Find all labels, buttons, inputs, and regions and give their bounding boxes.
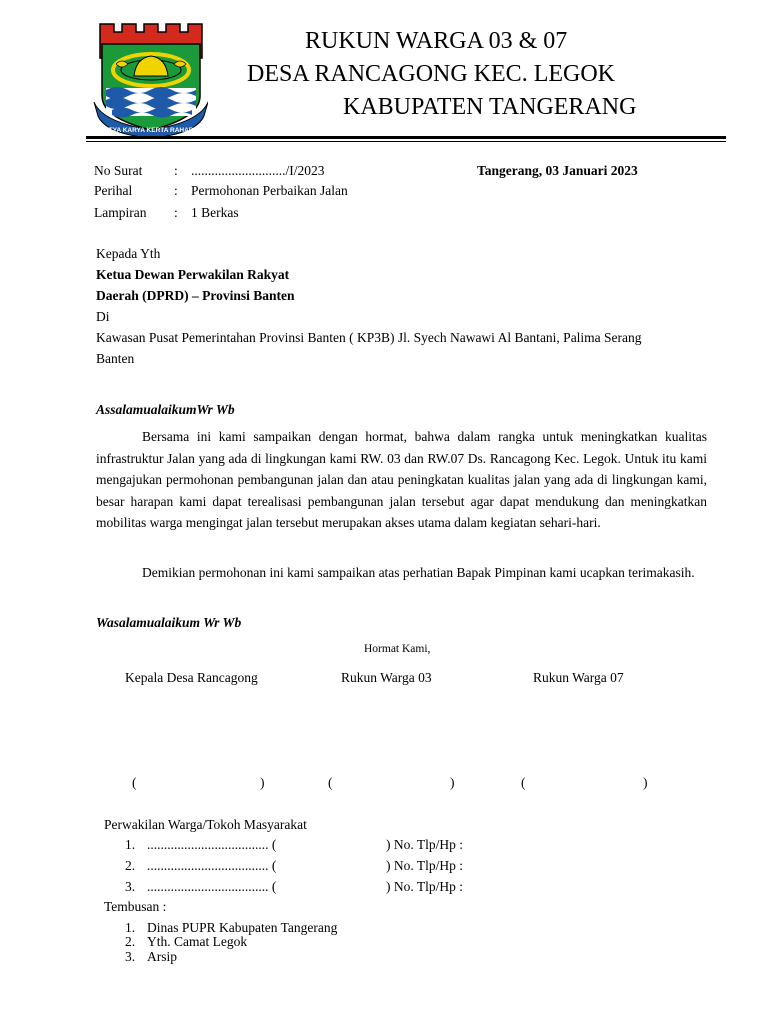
recipient-address-line-2: Banten [96,351,135,366]
greeting: AssalamualaikumWr Wb [96,402,235,417]
rep-name-blank: .................................... ( [147,879,277,894]
signature-close-paren: ) [643,775,648,790]
recipient-address-line-1: Kawasan Pusat Pemerintahan Provinsi Banten ( KP3B) Jl. Syech Nawawi Al Bantani, Palima Serang [96,330,642,345]
body-paragraph-1: Bersama ini kami sampaikan dengan hormat, bahwa dalam rangka untuk meningkatkan kualitas infrastruktur Jalan yang ada di lingkungan kami RW. 03 dan RW.07 Ds. Rancagong Kec. Legok. Untuk itu kami mengajukan permohonan pembangunan jalan dan atau peningkatan kualitas jalan yang ada di lingkungan kami, besar harapan kami dapat terealisasi pembangunan jalan tersebut agar dapat mendukung dan meningkatkan mobilitas warga mengingat jalan tersebut merupakan akses utama dalam kegiatan sehari-hari. [96,429,707,530]
hormat-kami: Hormat Kami, [364,643,431,655]
header-line-1: RUKUN WARGA 03 & 07 [305,28,568,54]
recipient-di: Di [96,309,110,324]
header-divider-thin [86,141,726,142]
recipient-kepada: Kepada Yth [96,246,161,261]
meta-value-perihal: Permohonan Perbaikan Jalan [191,183,348,198]
closing-greeting: Wasalamualaikum Wr Wb [96,615,242,630]
meta-separator: : [174,205,178,220]
signature-close-paren: ) [450,775,455,790]
rep-number: 1. [125,837,136,852]
tembusan-item: Yth. Camat Legok [147,934,248,949]
signature-close-paren: ) [260,775,265,790]
header-line-2: DESA RANCAGONG KEC. LEGOK [247,61,616,87]
signature-open-paren: ( [132,775,137,790]
body-paragraph-2: Demikian permohonan ini kami sampaikan atas perhatian Bapak Pimpinan kami ucapkan terimakasih. [142,565,695,580]
tembusan-number: 3. [125,949,136,964]
recipient-name-line-1: Ketua Dewan Perwakilan Rakyat [96,267,290,282]
tembusan-number: 1. [125,920,136,935]
signer-title-kepala-desa: Kepala Desa Rancagong [125,670,258,685]
representatives-title: Perwakilan Warga/Tokoh Masyarakat [104,817,307,832]
meta-separator: : [174,183,178,198]
rep-phone-label: ) No. Tlp/Hp : [386,837,463,852]
tembusan-title: Tembusan : [104,899,167,914]
rep-phone-label: ) No. Tlp/Hp : [386,858,463,873]
signature-open-paren: ( [328,775,333,790]
meta-value-lampiran: 1 Berkas [191,205,239,220]
regency-logo [92,18,208,140]
rep-phone-label: ) No. Tlp/Hp : [386,879,463,894]
rep-name-blank: .................................... ( [147,837,277,852]
rep-name-blank: .................................... ( [147,858,277,873]
logo-motto: SATYA KARYA KERTA RAHARJA [100,127,202,134]
meta-label-no-surat: No Surat [94,163,143,178]
header-line-3: KABUPATEN TANGERANG [343,94,637,120]
signer-title-rw-03: Rukun Warga 03 [341,670,432,685]
meta-separator: : [174,163,178,178]
meta-label-lampiran: Lampiran [94,205,147,220]
header-divider-thick [86,136,726,139]
signature-open-paren: ( [521,775,526,790]
rep-number: 3. [125,879,136,894]
meta-label-perihal: Perihal [94,183,133,198]
meta-value-no-surat: ............................/I/2023 [191,163,325,178]
signer-title-rw-07: Rukun Warga 07 [533,670,624,685]
rep-number: 2. [125,858,136,873]
recipient-name-line-2: Daerah (DPRD) – Provinsi Banten [96,288,295,303]
tembusan-number: 2. [125,934,136,949]
tembusan-item: Arsip [147,949,177,964]
tembusan-item: Dinas PUPR Kabupaten Tangerang [147,920,338,935]
place-date: Tangerang, 03 Januari 2023 [477,163,638,178]
